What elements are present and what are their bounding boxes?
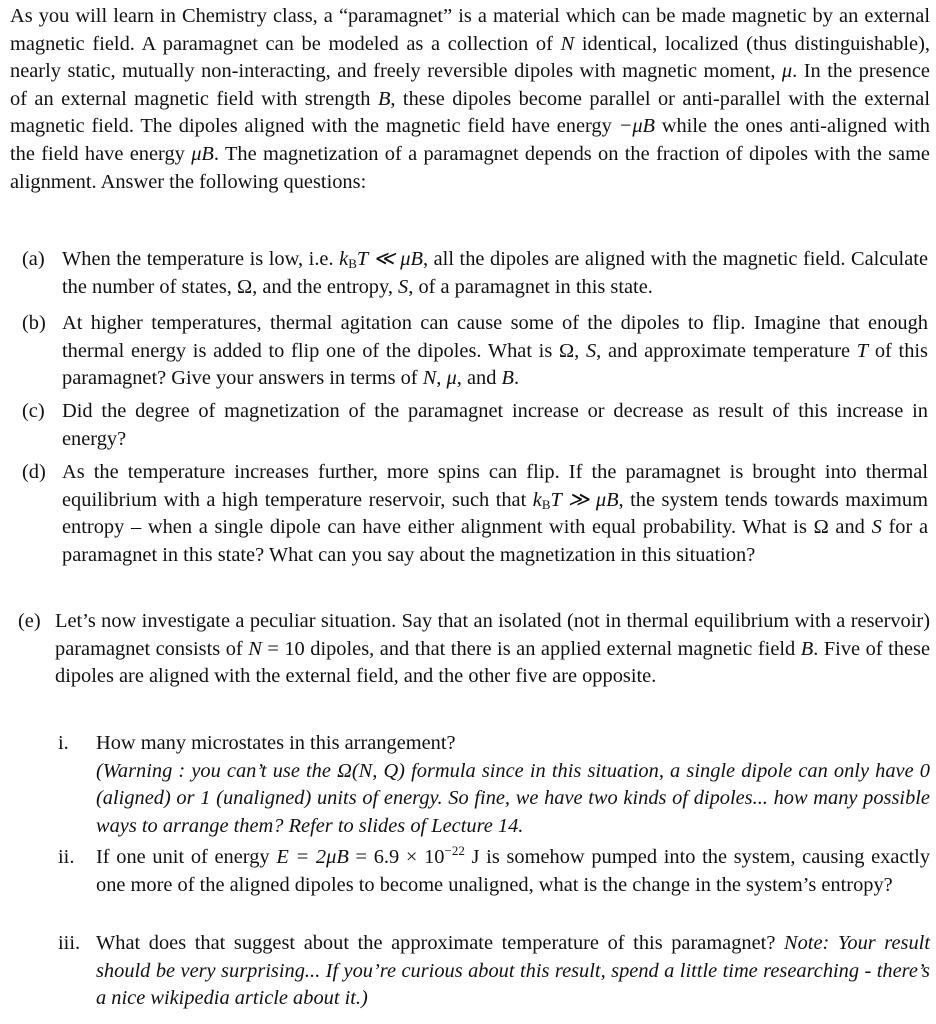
math-omega: Ω — [559, 339, 575, 362]
question-b — [22, 310, 928, 393]
question-text: How many microstates in this arrangement? — [96, 732, 456, 754]
question-text: , of a paramagnet in this state. — [408, 275, 653, 298]
question-label: (d) — [22, 461, 46, 483]
question-text: , the system tends towards maximum entropy – when a single dipole can have either alignment with equal probability. What is — [62, 488, 928, 539]
question-label: i. — [58, 732, 69, 754]
intro-text-2: identical, localized (thus distinguishable), nearly static, mutually non-interacting, and freely reversible dipoles with magnetic moment, — [10, 32, 930, 83]
question-text: What does that suggest about the approximate temperature of this paramagnet? — [96, 932, 784, 954]
question-e-iii — [58, 930, 930, 1013]
question-text: and — [828, 516, 872, 539]
math-omega: Ω — [236, 275, 253, 298]
question-text: , all the dipoles are aligned with the magnetic field. Calculate the number of states, — [62, 248, 928, 298]
intro-paragraph — [10, 3, 930, 196]
question-text: , and — [456, 367, 502, 390]
question-text: If one unit of energy — [96, 846, 277, 868]
question-text: , and approximate temperature — [596, 339, 857, 362]
intro-text-6: . The magnetization of a paramagnet depends on the fraction of dipoles with the same alignment. Answer the following questions: — [10, 142, 930, 193]
question-text: . — [513, 367, 520, 390]
question-label: (c) — [22, 400, 45, 422]
question-text: J is somehow pumped into the system, causing exactly one more of the aligned dipoles to become unaligned, what is the change in the system’s entropy? — [96, 846, 931, 896]
math-condition: $k_BT$ ≪ μB — [339, 248, 423, 271]
math-equals-10: = 10 — [261, 637, 305, 660]
question-text: Did the degree of magnetization of the paramagnet increase or decrease as result of this increase in energy? — [62, 400, 928, 450]
question-label: (b) — [22, 312, 46, 334]
math-B: B — [501, 367, 514, 390]
question-label: ii. — [58, 846, 75, 868]
note-text: Note: Your result should be very surprising... If you’re curious about this result, spend a little time researching - there’s a nice wikipedia article about it.) — [96, 932, 930, 1010]
question-text: for a paramagnet in this state? What can you say about the magnetization in this situation? — [62, 516, 928, 566]
question-e-ii — [58, 844, 930, 899]
math-energy-aligned: −μB — [618, 115, 656, 138]
math-B: B — [800, 637, 814, 660]
math-energy-value: = 6.9 × 10 — [348, 846, 445, 868]
question-label: (e) — [18, 610, 41, 632]
question-text: , and the entropy, — [252, 275, 399, 298]
math-T: T — [856, 339, 869, 362]
math-N: N — [248, 637, 262, 660]
math-omega: Ω — [813, 516, 829, 539]
math-S: S — [585, 339, 597, 362]
question-text: of this paramagnet? Give your answers in terms of — [62, 339, 928, 390]
question-e-i — [58, 730, 930, 840]
math-S: S — [398, 275, 409, 298]
question-text: . Five of these dipoles are aligned with the external field, and the other five are opposite. — [55, 637, 930, 688]
intro-text-5: while the ones anti-aligned with the field have energy — [10, 115, 930, 165]
question-text: As the temperature increases further, more spins can flip. If the paramagnet is brought into thermal equilibrium with a high temperature reservoir, such that — [62, 461, 928, 511]
math-N: N — [560, 32, 575, 55]
math-energy-unit: E = 2μB — [276, 846, 349, 868]
math-B: B — [377, 87, 391, 110]
question-text: Let’s now investigate a peculiar situation. Say that an isolated (not in thermal equilibrium with a reservoir) paramagnet consists of — [55, 610, 930, 660]
math-mu: μ — [781, 60, 793, 83]
intro-text-3: . In the presence of an external magnetic field with strength — [10, 60, 930, 110]
question-e — [18, 608, 930, 691]
math-S: S — [871, 516, 882, 539]
math-mu: μ — [446, 367, 457, 390]
warning-note: (Warning : you can’t use the Ω(N, Q) formula since in this situation, a single dipole can only have 0 (aligned) or 1 (unaligned) units of energy. So fine, we have two kinds of dipoles... how many possible ways to arrange them? Refer to slides of Lecture 14. — [96, 759, 930, 837]
question-a — [22, 246, 928, 301]
separator: , — [436, 367, 447, 390]
question-text: When the temperature is low, i.e. — [62, 248, 340, 270]
question-d — [22, 459, 928, 569]
question-text: dipoles, and that there is an applied external magnetic field — [304, 637, 801, 660]
intro-text-1: As you will learn in Chemistry class, a “paramagnet” is a material which can be made magnetic by an external magnetic field. A paramagnet can be modeled as a collection of — [10, 5, 930, 55]
intro-text-4: , these dipoles become parallel or anti-parallel with the external magnetic field. The dipoles aligned with the magnetic field have energy — [10, 87, 930, 138]
math-exponent: −22 — [444, 843, 465, 858]
question-text: At higher temperatures, thermal agitation can cause some of the dipoles to flip. Imagine that enough thermal energy is added to flip one of the dipoles. What is — [62, 312, 928, 362]
math-N: N — [422, 367, 437, 390]
separator: , — [574, 339, 586, 362]
math-condition: $k_BT$ ≫ μB — [532, 488, 619, 512]
question-c — [22, 398, 928, 453]
math-energy-antialigned: μB — [191, 142, 214, 165]
question-label: iii. — [58, 932, 81, 954]
question-label: (a) — [22, 248, 45, 270]
